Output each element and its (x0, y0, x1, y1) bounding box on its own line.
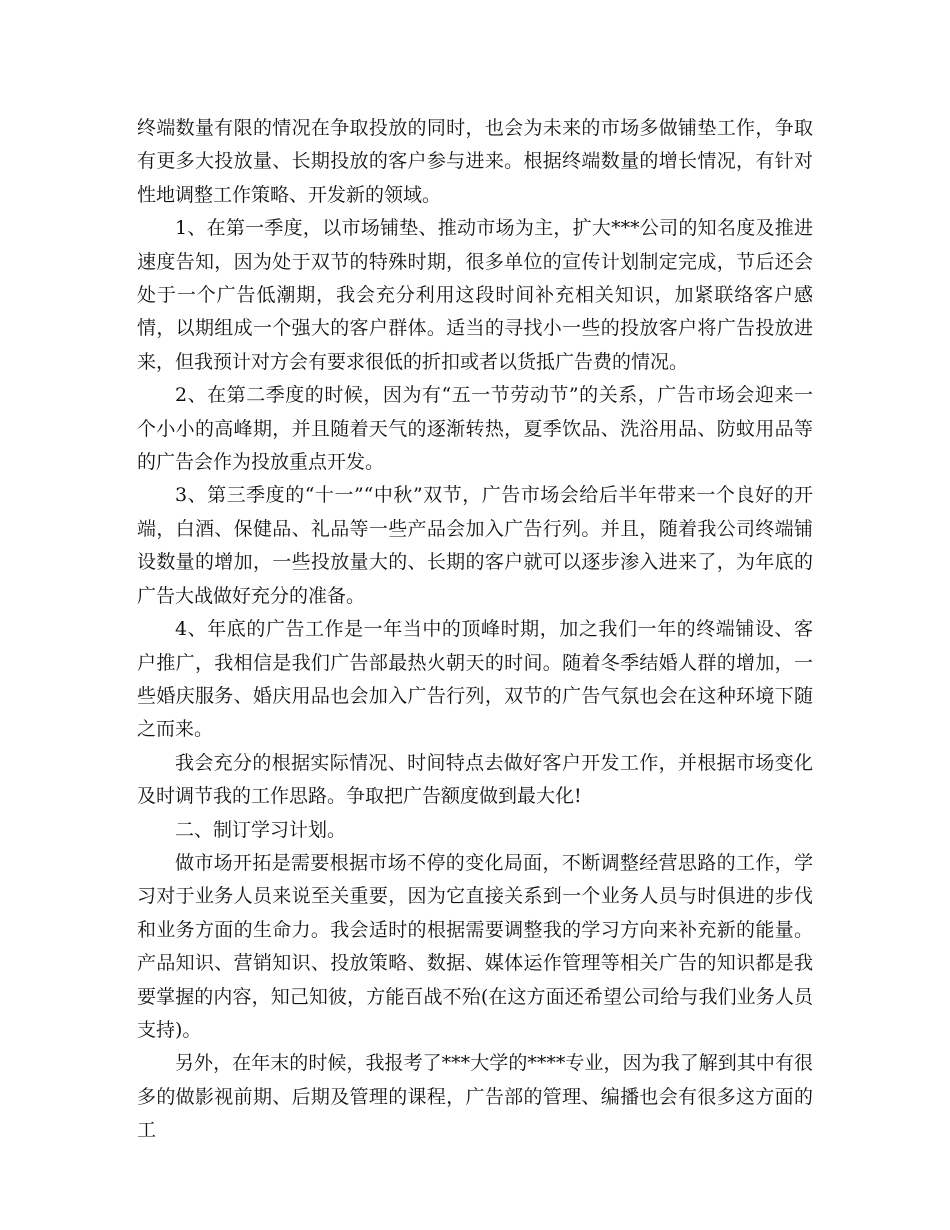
paragraph-q4-plan: 4、年底的广告工作是一年当中的顶峰时期，加之我们一年的终端铺设、客户推广，我相信是我们广告部最热火朝天的时间。随着冬季结婚人群的增加，一些婚庆服务、婚庆用品也会加入广告行列，双节的广告气氛也会在这种环境下随之而来。 (137, 618, 813, 741)
paragraph-q2-plan: 2、在第二季度的时候，因为有“五一节劳动节”的关系，广告市场会迎来一个小小的高峰期，并且随着天气的逐渐转热，夏季饮品、洗浴用品、防蚊用品等的广告会作为投放重点开发。 (137, 384, 813, 474)
paragraph-continuation: 终端数量有限的情况在争取投放的同时，也会为未来的市场多做铺垫工作，争取有更多大投放量、长期投放的客户参与进来。根据终端数量的增长情况，有针对性地调整工作策略、开发新的领域。 (137, 117, 813, 206)
section-heading-study-plan: 二、制订学习计划。 (175, 818, 347, 841)
paragraph-q3-plan: 3、第三季度的“十一”“中秋”双节，广告市场会给后半年带来一个良好的开端，白酒、保健品、礼品等一些产品会加入广告行列。并且，随着我公司终端铺设数量的增加，一些投放量大的、长期的客户就可以逐步渗入进来了，为年底的广告大战做好充分的准备。 (137, 484, 813, 607)
paragraph-q1-plan: 1、在第一季度，以市场铺垫、推动市场为主，扩大***公司的知名度及推进速度告知，因为处于双节的特殊时期，很多单位的宣传计划制定完成，节后还会处于一个广告低潮期，我会充分利用这段时间补充相关知识，加紧联络客户感情，以期组成一个强大的客户群体。适当的寻找小一些的投放客户将广告投放进来，但我预计对方会有要求很低的折扣或者以货抵广告费的情况。 (137, 217, 813, 373)
paragraph-client-development: 我会充分的根据实际情况、时间特点去做好客户开发工作，并根据市场变化及时调节我的工作思路。争取把广告额度做到最大化! (137, 751, 813, 808)
document-body (137, 112, 813, 1148)
paragraph-university-enrollment: 另外，在年末的时候，我报考了***大学的****专业，因为我了解到其中有很多的做影视前期、后期及管理的课程，广告部的管理、编播也会有很多这方面的工 (137, 1052, 813, 1142)
paragraph-study-importance: 做市场开拓是需要根据市场不停的变化局面，不断调整经营思路的工作，学习对于业务人员来说至关重要，因为它直接关系到一个业务人员与时俱进的步伐和业务方面的生命力。我会适时的根据需要调整我的学习方向来补充新的能量。产品知识、营销知识、投放策略、数据、媒体运作管理等相关广告的知识都是我要掌握的内容，知己知彼，方能百战不殆(在这方面还希望公司给与我们业务人员支持)。 (137, 851, 813, 1041)
